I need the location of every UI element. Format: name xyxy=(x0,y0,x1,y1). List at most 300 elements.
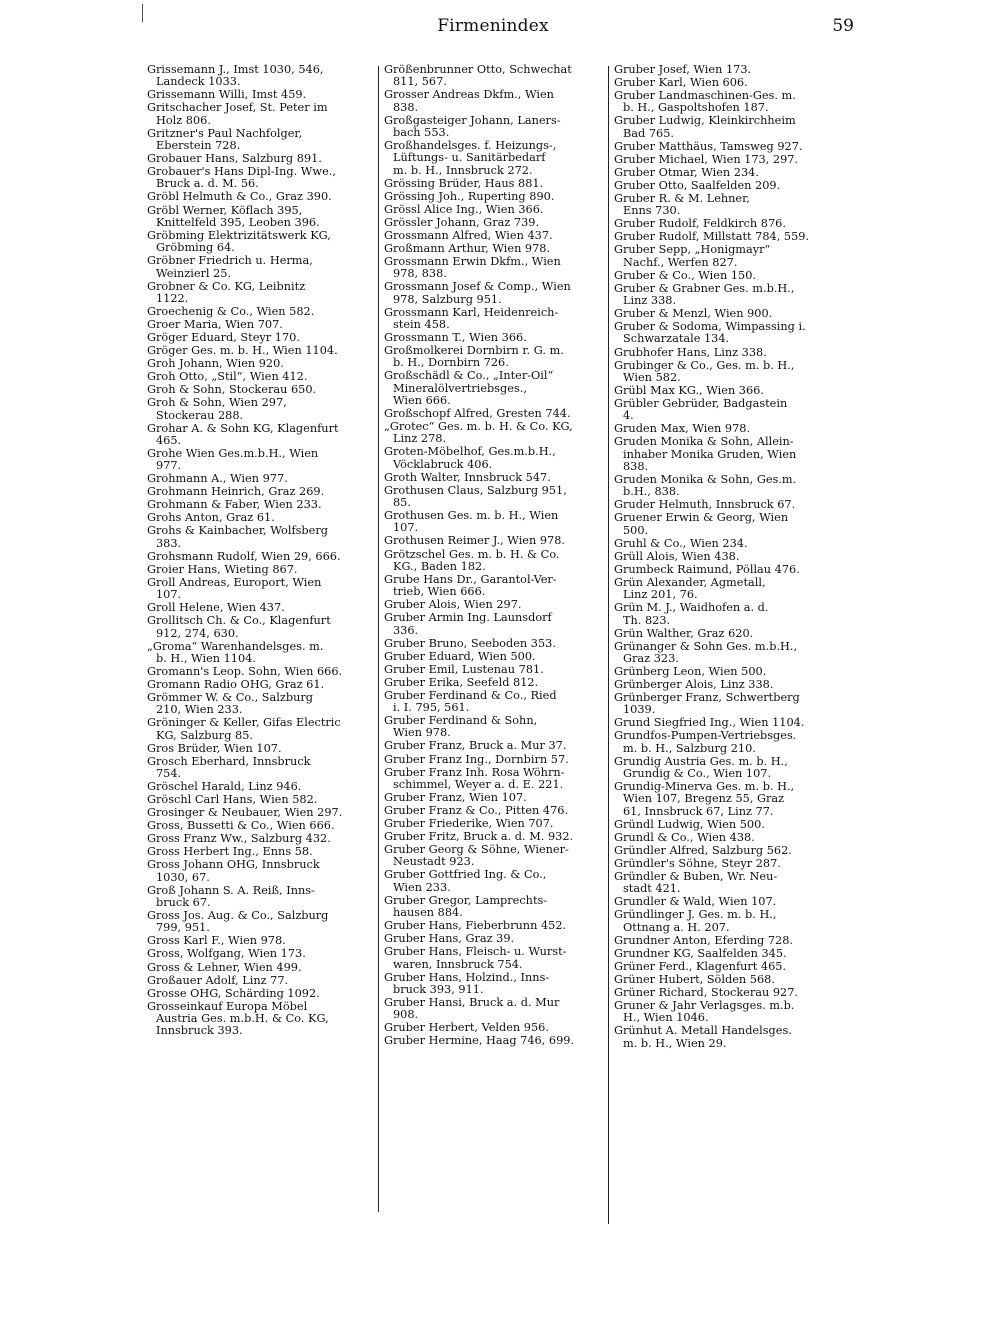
entry-line: Gründl Ludwig, Wien 500. xyxy=(614,818,765,831)
entry-line: Gruber & Menzl, Wien 900. xyxy=(614,308,773,321)
index-entry xyxy=(614,77,846,89)
index-entry xyxy=(147,807,375,819)
entry-line: Grumbeck Raimund, Pöllau 476. xyxy=(614,563,800,576)
entry-continuation-line: Linz 278. xyxy=(393,433,447,446)
entry-continuation-line: Th. 823. xyxy=(623,614,671,627)
entry-continuation-line: Vöcklabruck 406. xyxy=(393,458,493,471)
entry-line: Grossmann Josef & Comp., Wien xyxy=(384,281,571,294)
index-entry xyxy=(147,384,375,396)
index-entry xyxy=(147,975,375,987)
index-entry xyxy=(147,717,375,742)
entry-line: Grundig Austria Ges. m. b. H., xyxy=(614,755,788,768)
entry-line: Groh Otto, „Stil“, Wien 412. xyxy=(147,371,308,384)
index-entry xyxy=(384,307,606,332)
entry-line: Gruber Hans, Graz 39. xyxy=(384,933,515,946)
entry-line: Gröschl Carl Hans, Wien 582. xyxy=(147,794,318,807)
entry-line: Grohsmann Rudolf, Wien 29, 666. xyxy=(147,550,341,563)
entry-line: Gruber Erika, Seefeld 812. xyxy=(384,676,539,689)
entry-line: Groh Johann, Wien 920. xyxy=(147,358,284,371)
index-entry xyxy=(614,871,846,896)
entry-line: Groh & Sohn, Stockerau 650. xyxy=(147,384,317,397)
entry-line: Gruber & Grabner Ges. m.b.H., xyxy=(614,282,795,295)
index-entry xyxy=(614,858,846,870)
entry-line: Gruden Monika & Sohn, Allein- xyxy=(614,436,794,449)
entry-line: Grünberger Franz, Schwertberg xyxy=(614,692,800,705)
index-entry xyxy=(614,193,846,218)
entry-line: Gruber Josef, Wien 173. xyxy=(614,64,752,76)
index-entry xyxy=(614,398,846,423)
entry-continuation-line: m. b. H., Innsbruck 272. xyxy=(393,164,533,177)
entry-continuation-line: Linz 201, 76. xyxy=(623,589,698,602)
entry-line: Gröbming Elektrizitätswerk KG, xyxy=(147,229,331,242)
entry-continuation-line: 1122. xyxy=(156,292,189,305)
index-entry xyxy=(147,564,375,576)
index-entry xyxy=(384,408,606,420)
entry-continuation-line: 61, Innsbruck 67, Linz 77. xyxy=(623,805,774,818)
index-entry xyxy=(384,446,606,471)
entry-line: Grundfos-Pumpen-Vertriebsges. xyxy=(614,730,797,743)
column-divider xyxy=(608,66,609,1224)
index-entry xyxy=(614,692,846,717)
index-entry xyxy=(384,89,606,114)
entry-line: Grubhofer Hans, Linz 338. xyxy=(614,346,767,359)
entry-line: Gründler Alfred, Salzburg 562. xyxy=(614,844,792,857)
index-entry xyxy=(147,525,375,550)
entry-line: Gruber Ferdinand & Sohn, xyxy=(384,715,538,728)
entry-continuation-line: Schwarzatale 134. xyxy=(623,333,730,346)
entry-line: Großauer Adolf, Linz 77. xyxy=(147,974,289,987)
page-number: 59 xyxy=(832,16,854,36)
entry-line: Grissemann J., Imst 1030, 546, xyxy=(147,64,324,76)
entry-line: Grubinger & Co., Ges. m. b. H., xyxy=(614,359,795,372)
entry-line: Grübler Gebrüder, Badgastein xyxy=(614,397,788,410)
index-entry xyxy=(384,715,606,740)
index-entry xyxy=(614,551,846,563)
index-entry xyxy=(147,885,375,910)
index-entry xyxy=(614,832,846,844)
index-entry xyxy=(614,845,846,857)
entry-continuation-line: Gröbming 64. xyxy=(156,242,235,255)
entry-line: Gruber Franz, Wien 107. xyxy=(384,791,527,804)
entry-continuation-line: 1039. xyxy=(623,704,656,717)
entry-line: Großschopf Alfred, Gresten 744. xyxy=(384,408,571,421)
entry-continuation-line: Lüftungs- u. Sanitärbedarf xyxy=(393,152,546,165)
entry-continuation-line: 754. xyxy=(156,768,182,781)
entry-continuation-line: Mineralölvertriebsges., xyxy=(393,382,527,395)
index-entry xyxy=(384,281,606,306)
entry-line: Groß Johann S. A. Reiß, Inns- xyxy=(147,884,315,897)
index-entry xyxy=(614,819,846,831)
index-column-1 xyxy=(147,64,375,1038)
index-entry xyxy=(147,615,375,640)
entry-line: Grünanger & Sohn Ges. m.b.H., xyxy=(614,640,798,653)
index-entry xyxy=(614,781,846,818)
index-entry xyxy=(384,115,606,140)
entry-line: Gruber Hans, Holzind., Inns- xyxy=(384,971,550,984)
entry-continuation-line: 500. xyxy=(623,524,649,537)
index-entry xyxy=(384,767,606,792)
entry-line: Großschädl & Co., „Inter-Oil“ xyxy=(384,370,554,383)
index-entry xyxy=(147,756,375,781)
index-entry xyxy=(147,641,375,666)
index-entry xyxy=(147,499,375,511)
entry-line: Grundl & Co., Wien 438. xyxy=(614,831,755,844)
entry-continuation-line: Bruck a. d. M. 56. xyxy=(156,178,259,191)
entry-line: Gromann Radio OHG, Graz 61. xyxy=(147,679,325,691)
index-entry xyxy=(614,948,846,960)
entry-line: Gruber Michael, Wien 173, 297. xyxy=(614,153,799,166)
entry-line: Grissemann Willi, Imst 459. xyxy=(147,89,307,102)
index-entry xyxy=(384,178,606,190)
index-entry xyxy=(384,740,606,752)
index-entry xyxy=(614,115,846,140)
entry-line: Grohmann & Faber, Wien 233. xyxy=(147,499,322,512)
entry-line: Gruber Hans, Fleisch- u. Wurst- xyxy=(384,946,567,959)
entry-continuation-line: inhaber Monika Gruden, Wien xyxy=(623,448,797,461)
entry-line: Gruber Eduard, Wien 500. xyxy=(384,650,536,663)
index-entry xyxy=(614,538,846,550)
index-entry xyxy=(384,256,606,281)
index-entry xyxy=(384,204,606,216)
index-entry xyxy=(384,1035,606,1047)
entry-line: Gruber R. & M. Lehner, xyxy=(614,192,750,205)
entry-continuation-line: Knittelfeld 395, Leoben 396. xyxy=(156,216,320,229)
entry-line: Grossmann Karl, Heidenreich- xyxy=(384,306,559,319)
index-entry xyxy=(384,64,606,89)
entry-continuation-line: 336. xyxy=(393,624,419,637)
index-entry xyxy=(614,141,846,153)
page-title: Firmenindex xyxy=(437,16,549,36)
entry-line: Gründler's Söhne, Steyr 287. xyxy=(614,857,781,870)
entry-line: Grundner KG, Saalfelden 345. xyxy=(614,947,787,960)
index-entry xyxy=(614,347,846,359)
entry-continuation-line: 210, Wien 233. xyxy=(156,704,243,717)
index-entry xyxy=(614,666,846,678)
entry-line: Groechenig & Co., Wien 582. xyxy=(147,305,315,318)
index-entry xyxy=(147,255,375,280)
index-entry xyxy=(614,218,846,230)
entry-continuation-line: Weinzierl 25. xyxy=(156,267,232,280)
entry-line: Gruber Franz & Co., Pitten 476. xyxy=(384,804,569,817)
index-entry xyxy=(384,869,606,894)
index-entry xyxy=(614,896,846,908)
entry-line: Grömmer W. & Co., Salzburg xyxy=(147,692,313,705)
entry-line: Grossmann Erwin Dkfm., Wien xyxy=(384,255,561,268)
index-entry xyxy=(147,89,375,101)
index-entry xyxy=(384,946,606,971)
entry-line: Gruber Hermine, Haag 746, 699. xyxy=(384,1035,575,1048)
entry-line: Gruber Fritz, Bruck a. d. M. 932. xyxy=(384,831,574,844)
entry-continuation-line: Landeck 1033. xyxy=(156,76,241,89)
index-entry xyxy=(384,535,606,547)
entry-line: Gruber Karl, Wien 606. xyxy=(614,77,748,90)
entry-continuation-line: Austria Ges. m.b.H. & Co. KG, xyxy=(156,1012,329,1025)
entry-line: Gruden Monika & Sohn, Ges.m. xyxy=(614,474,797,486)
entry-line: Großmann Arthur, Wien 978. xyxy=(384,242,551,255)
index-entry xyxy=(384,612,606,637)
index-entry xyxy=(147,423,375,448)
entry-line: Gruden Max, Wien 978. xyxy=(614,423,751,436)
index-entry xyxy=(614,64,846,76)
entry-continuation-line: bruck 67. xyxy=(156,897,211,910)
entry-continuation-line: bruck 393, 911. xyxy=(393,983,484,996)
entry-line: Gruber & Co., Wien 150. xyxy=(614,269,757,282)
index-entry xyxy=(614,244,846,269)
index-entry xyxy=(614,564,846,576)
index-entry xyxy=(614,154,846,166)
entry-continuation-line: hausen 884. xyxy=(393,907,463,920)
entry-continuation-line: b. H., Dornbirn 726. xyxy=(393,357,509,370)
index-entry xyxy=(614,321,846,346)
index-entry xyxy=(384,140,606,177)
index-entry xyxy=(614,602,846,627)
entry-line: Grüll Alois, Wien 438. xyxy=(614,550,740,563)
index-entry xyxy=(147,666,375,678)
index-entry xyxy=(614,283,846,308)
entry-continuation-line: Innsbruck 393. xyxy=(156,1025,243,1038)
entry-continuation-line: stein 458. xyxy=(393,318,450,331)
index-entry xyxy=(614,987,846,999)
entry-continuation-line: KG., Baden 182. xyxy=(393,560,486,573)
entry-line: Gruber Landmaschinen-Ges. m. xyxy=(614,90,796,103)
entry-line: Grollitsch Ch. & Co., Klagenfurt xyxy=(147,615,331,628)
entry-line: Gruber Sepp, „Honigmayr“ xyxy=(614,244,771,257)
entry-continuation-line: Eberstein 728. xyxy=(156,140,241,153)
entry-line: Gros Brüder, Wien 107. xyxy=(147,742,282,755)
index-entry xyxy=(614,1000,846,1025)
entry-line: Gruber Alois, Wien 297. xyxy=(384,599,522,612)
entry-line: Gruber Hans, Fieberbrunn 452. xyxy=(384,920,567,933)
entry-line: Gruener Erwin & Georg, Wien xyxy=(614,512,789,525)
entry-line: Gruber Hansi, Bruck a. d. Mur xyxy=(384,996,560,1009)
entry-continuation-line: 107. xyxy=(393,522,419,535)
entry-line: Grüner Ferd., Klagenfurt 465. xyxy=(614,960,787,973)
index-entry xyxy=(147,1001,375,1038)
entry-continuation-line: 465. xyxy=(156,434,182,447)
entry-line: Grossmann Alfred, Wien 437. xyxy=(384,229,553,242)
entry-line: Grosch Eberhard, Innsbruck xyxy=(147,755,311,768)
index-entry xyxy=(614,167,846,179)
index-entry xyxy=(614,935,846,947)
entry-line: Gross Jos. Aug. & Co., Salzburg xyxy=(147,910,329,923)
entry-line: Gruhl & Co., Wien 234. xyxy=(614,537,748,550)
index-entry xyxy=(614,512,846,537)
entry-line: Gröger Eduard, Steyr 170. xyxy=(147,331,300,344)
index-entry xyxy=(614,90,846,115)
entry-line: Grohs & Kainbacher, Wolfsberg xyxy=(147,525,328,538)
index-entry xyxy=(147,820,375,832)
entry-line: Gruder Helmuth, Innsbruck 67. xyxy=(614,499,796,512)
entry-continuation-line: Enns 730. xyxy=(623,205,681,218)
entry-continuation-line: Neustadt 923. xyxy=(393,856,475,869)
index-entry xyxy=(147,910,375,935)
entry-line: Grohe Wien Ges.m.b.H., Wien xyxy=(147,447,319,460)
index-column-3 xyxy=(614,64,846,1051)
entry-line: Grössler Johann, Graz 739. xyxy=(384,216,540,229)
index-entry xyxy=(384,599,606,611)
entry-continuation-line: Stockerau 288. xyxy=(156,409,244,422)
index-entry xyxy=(147,153,375,165)
entry-continuation-line: 799, 951. xyxy=(156,922,210,935)
entry-line: Gruber Emil, Lustenau 781. xyxy=(384,663,544,676)
entry-line: Grünberger Alois, Linz 338. xyxy=(614,679,774,691)
entry-continuation-line: H., Wien 1046. xyxy=(623,1012,709,1025)
entry-continuation-line: Grundig & Co., Wien 107. xyxy=(623,768,772,781)
entry-continuation-line: Nachf., Werfen 827. xyxy=(623,256,738,269)
entry-continuation-line: KG, Salzburg 85. xyxy=(156,729,253,742)
entry-line: Grundig-Minerva Ges. m. b. H., xyxy=(614,781,795,794)
entry-line: Grohar A. & Sohn KG, Klagenfurt xyxy=(147,422,339,435)
index-entry xyxy=(147,128,375,153)
entry-line: Gruber Herbert, Velden 956. xyxy=(384,1022,549,1035)
index-column-2 xyxy=(384,64,606,1048)
entry-continuation-line: Graz 323. xyxy=(623,652,679,665)
index-entry xyxy=(384,844,606,869)
entry-line: Grünhut A. Metall Handelsges. xyxy=(614,1025,792,1038)
index-entry xyxy=(147,281,375,306)
entry-line: Grobauer Hans, Salzburg 891. xyxy=(147,153,322,166)
entry-line: Grube Hans Dr., Garantol-Ver- xyxy=(384,573,557,586)
index-entry xyxy=(147,602,375,614)
entry-line: Gross Franz Ww., Salzburg 432. xyxy=(147,833,331,846)
entry-continuation-line: 85. xyxy=(393,497,411,510)
entry-line: Gruber & Sodoma, Wimpassing i. xyxy=(614,321,806,334)
entry-continuation-line: trieb, Wien 666. xyxy=(393,586,486,599)
entry-line: Gritzner's Paul Nachfolger, xyxy=(147,127,303,140)
index-entry xyxy=(384,345,606,370)
entry-line: Grothusen Ges. m. b. H., Wien xyxy=(384,510,559,523)
index-entry xyxy=(614,180,846,192)
index-entry xyxy=(614,270,846,282)
entry-line: Gruber Rudolf, Feldkirch 876. xyxy=(614,218,786,231)
entry-line: Groh & Sohn, Wien 297, xyxy=(147,397,287,410)
index-entry xyxy=(147,166,375,191)
entry-line: Groll Helene, Wien 437. xyxy=(147,602,285,615)
index-entry xyxy=(614,499,846,511)
index-entry xyxy=(384,421,606,446)
entry-continuation-line: Wien 582. xyxy=(623,371,681,384)
entry-line: Gröninger & Keller, Gifas Electric xyxy=(147,717,341,730)
index-entry xyxy=(147,371,375,383)
entry-line: Gromann's Leop. Sohn, Wien 666. xyxy=(147,665,343,678)
index-entry xyxy=(614,641,846,666)
index-entry xyxy=(384,574,606,599)
entry-continuation-line: Linz 338. xyxy=(623,295,677,308)
entry-line: Gritschacher Josef, St. Peter im xyxy=(147,102,328,115)
entry-continuation-line: 107. xyxy=(156,589,182,602)
entry-line: Gröbl Helmuth & Co., Graz 390. xyxy=(147,191,332,204)
index-entry xyxy=(614,577,846,602)
index-entry xyxy=(384,664,606,676)
entry-continuation-line: 811, 567. xyxy=(393,76,447,89)
index-entry xyxy=(147,306,375,318)
index-entry xyxy=(384,332,606,344)
entry-line: Gross & Lehner, Wien 499. xyxy=(147,961,302,974)
entry-continuation-line: Wien 978. xyxy=(393,727,451,740)
index-entry xyxy=(384,549,606,574)
entry-line: Groll Andreas, Europort, Wien xyxy=(147,576,322,589)
entry-continuation-line: stadt 421. xyxy=(623,883,681,896)
index-entry xyxy=(147,319,375,331)
entry-line: Groth Walter, Innsbruck 547. xyxy=(384,471,551,484)
entry-continuation-line: Wien 107, Bregenz 55, Graz xyxy=(623,793,785,806)
index-entry xyxy=(384,754,606,766)
entry-line: Gross, Wolfgang, Wien 173. xyxy=(147,948,306,961)
entry-continuation-line: 383. xyxy=(156,537,182,550)
entry-continuation-line: b.H., 838. xyxy=(623,486,680,499)
entry-line: Gross, Bussetti & Co., Wien 666. xyxy=(147,820,335,833)
entry-line: Gruber Rudolf, Millstatt 784, 559. xyxy=(614,231,810,244)
index-entry xyxy=(147,577,375,602)
index-entry xyxy=(614,974,846,986)
index-entry xyxy=(614,423,846,435)
entry-line: Gruber Otto, Saalfelden 209. xyxy=(614,179,781,192)
entry-line: Grohmann A., Wien 977. xyxy=(147,473,288,486)
index-entry xyxy=(384,651,606,663)
entry-continuation-line: 977. xyxy=(156,460,182,473)
index-entry xyxy=(614,360,846,385)
entry-line: Grothusen Claus, Salzburg 951, xyxy=(384,484,567,497)
index-entry xyxy=(614,308,846,320)
index-entry xyxy=(147,679,375,691)
entry-continuation-line: Bad 765. xyxy=(623,127,675,140)
entry-line: Gruber Ferdinand & Co., Ried xyxy=(384,689,557,702)
entry-line: Grötzschel Ges. m. b. H. & Co. xyxy=(384,548,560,561)
index-entry xyxy=(147,859,375,884)
entry-line: Grün M. J., Waidhofen a. d. xyxy=(614,602,769,615)
entry-line: Gruber Matthäus, Tamsweg 927. xyxy=(614,140,803,153)
entry-continuation-line: bach 553. xyxy=(393,126,450,139)
entry-line: Gruber Friederike, Wien 707. xyxy=(384,818,554,831)
entry-line: Gruber Ludwig, Kleinkirchheim xyxy=(614,115,796,128)
entry-line: Großgasteiger Johann, Laners- xyxy=(384,114,561,127)
column-divider xyxy=(378,66,379,1212)
entry-line: „Groma“ Warenhandelsges. m. xyxy=(147,640,324,653)
entry-line: Grundler & Wald, Wien 107. xyxy=(614,896,777,909)
index-entry xyxy=(147,332,375,344)
entry-continuation-line: 912, 274, 630. xyxy=(156,627,239,640)
index-entry xyxy=(147,833,375,845)
index-entry xyxy=(384,472,606,484)
index-entry xyxy=(384,243,606,255)
entry-line: Grössing Brüder, Haus 881. xyxy=(384,177,544,190)
index-entry xyxy=(614,961,846,973)
entry-line: Grüner Hubert, Sölden 568. xyxy=(614,973,775,986)
index-entry xyxy=(614,909,846,934)
index-entry xyxy=(384,485,606,510)
index-entry xyxy=(147,846,375,858)
index-entry xyxy=(614,1025,846,1050)
index-entry xyxy=(147,205,375,230)
entry-line: Grössing Joh., Ruperting 890. xyxy=(384,190,555,203)
entry-line: Gruber Franz, Bruck a. Mur 37. xyxy=(384,740,567,753)
index-entry xyxy=(147,358,375,370)
entry-line: Großmolkerei Dornbirn r. G. m. xyxy=(384,345,564,358)
entry-continuation-line: m. b. H., Salzburg 210. xyxy=(623,742,756,755)
index-entry xyxy=(147,230,375,255)
index-entry xyxy=(384,217,606,229)
entry-line: Groier Hans, Wieting 867. xyxy=(147,563,298,576)
index-entry xyxy=(384,510,606,535)
entry-line: Grund Siegfried Ing., Wien 1104. xyxy=(614,717,805,730)
entry-continuation-line: 838. xyxy=(393,101,419,114)
index-entry xyxy=(384,370,606,407)
entry-line: Gruber Armin Ing. Launsdorf xyxy=(384,612,552,625)
entry-continuation-line: schimmel, Weyer a. d. E. 221. xyxy=(393,778,564,791)
entry-line: Gruner & Jahr Verlagsges. m.b. xyxy=(614,999,795,1012)
entry-line: Grün Walther, Graz 620. xyxy=(614,627,754,640)
index-entry xyxy=(614,436,846,473)
